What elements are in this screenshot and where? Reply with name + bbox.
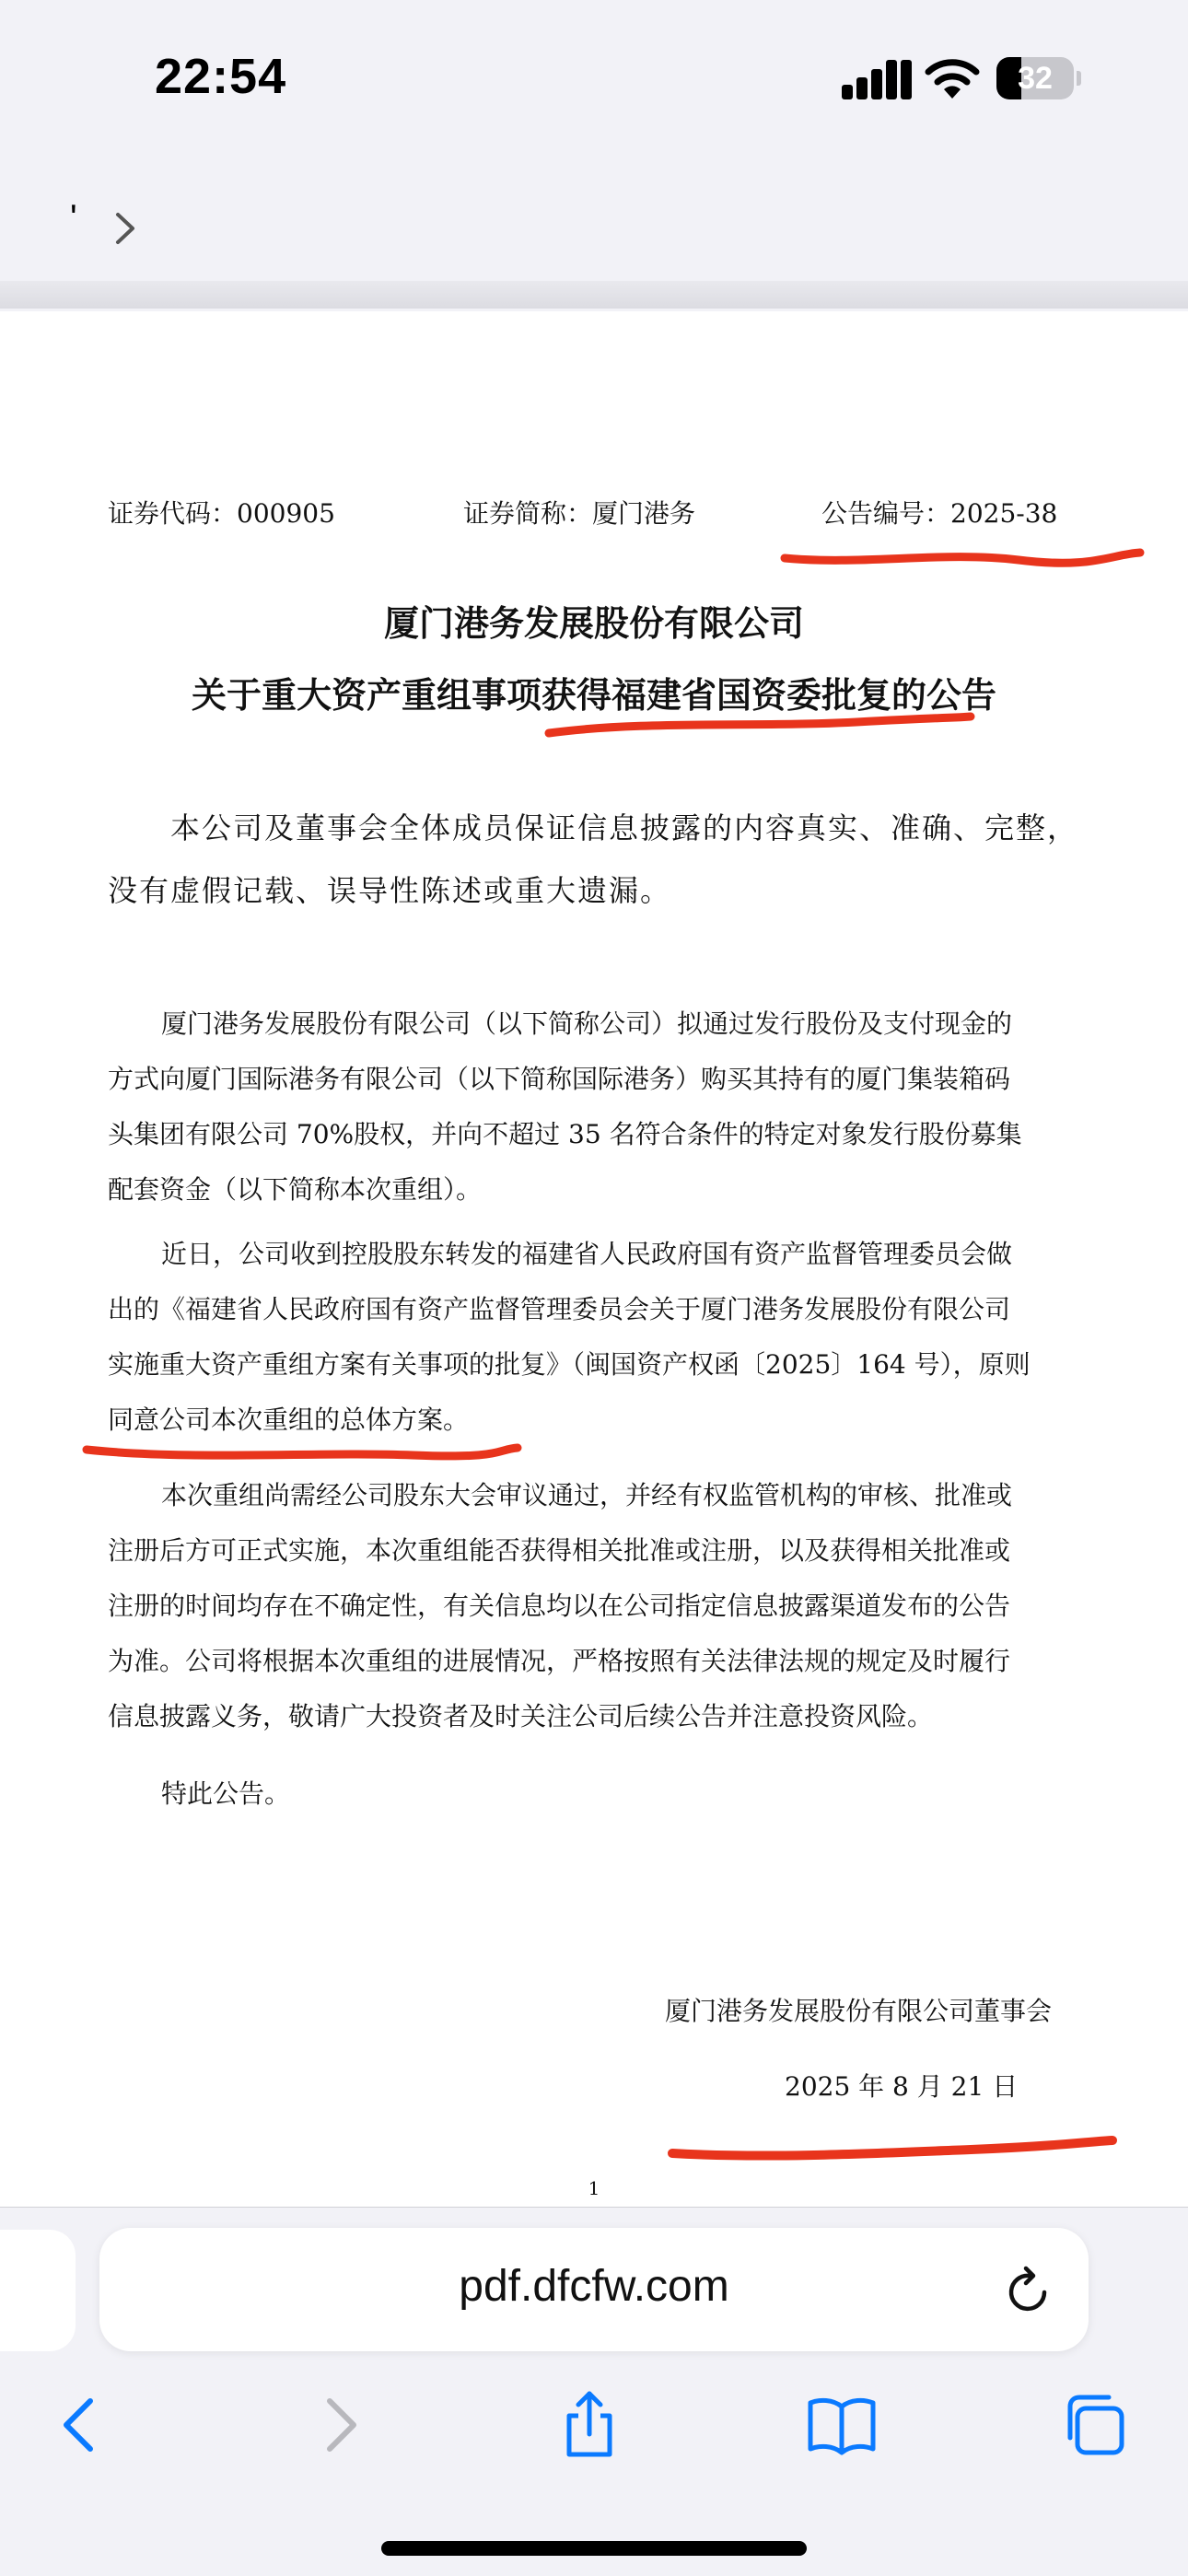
highlight-mark bbox=[81, 1439, 523, 1466]
chevron-right-icon[interactable] bbox=[112, 209, 138, 248]
security-code: 证券代码：000905 bbox=[108, 498, 335, 529]
share-icon[interactable] bbox=[553, 2388, 626, 2462]
highlight-mark bbox=[543, 709, 976, 746]
forward-icon[interactable] bbox=[302, 2388, 376, 2462]
reload-icon[interactable] bbox=[1002, 2265, 1054, 2316]
paragraph-line: 出的《福建省人民政府国有资产监督管理委员会关于厦门港务发展股份有限公司 bbox=[108, 1294, 1011, 1324]
notice-number: 公告编号：2025-38 bbox=[821, 498, 1058, 529]
page-number: 1 bbox=[588, 2177, 600, 2199]
back-icon[interactable] bbox=[44, 2388, 118, 2462]
paragraph-line: 同意公司本次重组的总体方案。 bbox=[108, 1405, 470, 1435]
paragraph-line: 厦门港务发展股份有限公司（以下简称公司）拟通过发行股份及支付现金的 bbox=[161, 1008, 1013, 1039]
pdf-nav-mark: ' bbox=[70, 198, 77, 239]
paragraph-line: 近日，公司收到控股股东转发的福建省人民政府国有资产监督管理委员会做 bbox=[161, 1239, 1013, 1269]
status-bar bbox=[0, 0, 1188, 161]
address-text: pdf.dfcfw.com bbox=[459, 2262, 729, 2311]
highlight-mark bbox=[779, 543, 1147, 571]
tabs-icon[interactable] bbox=[1057, 2388, 1131, 2462]
statement-line: 没有虚假记载、误导性陈述或重大遗漏。 bbox=[108, 873, 672, 908]
closing-line: 特此公告。 bbox=[161, 1778, 291, 1809]
status-time: 22:54 bbox=[155, 49, 287, 104]
browser-toolbar bbox=[0, 2207, 1188, 2576]
pdf-viewer-nav bbox=[0, 161, 1188, 290]
battery-icon bbox=[996, 57, 1081, 99]
bookmarks-icon[interactable] bbox=[805, 2388, 879, 2462]
cellular-signal-icon bbox=[842, 57, 914, 101]
paragraph-line: 方式向厦门国际港务有限公司（以下简称国际港务）购买其持有的厦门集装箱码 bbox=[108, 1064, 1011, 1094]
pdf-page bbox=[0, 311, 1188, 2207]
document-title-company: 厦门港务发展股份有限公司 bbox=[383, 602, 804, 644]
paragraph-line: 本次重组尚需经公司股东大会审议通过，并经有权监管机构的审核、批准或 bbox=[161, 1480, 1013, 1510]
home-indicator bbox=[381, 2541, 807, 2556]
battery-level: 32 bbox=[1018, 61, 1053, 96]
document-title-subject: 关于重大资产重组事项获得福建省国资委批复的公告 bbox=[191, 674, 996, 716]
highlight-mark bbox=[667, 2133, 1118, 2170]
paragraph-line: 信息披露义务，敬请广大投资者及时关注公司后续公告并注意投资风险。 bbox=[108, 1701, 934, 1731]
security-short-name: 证券简称：厦门港务 bbox=[463, 498, 696, 529]
paragraph-line: 头集团有限公司 70%股权，并向不超过 35 名符合条件的特定对象发行股份募集 bbox=[108, 1119, 1022, 1149]
statement-line: 本公司及董事会全体成员保证信息披露的内容真实、准确、完整， bbox=[170, 810, 1079, 845]
paragraph-line: 为准。公司将根据本次重组的进展情况，严格按照有关法律法规的规定及时履行 bbox=[108, 1646, 1011, 1676]
page-shadow bbox=[0, 281, 1188, 309]
paragraph-line: 配套资金（以下简称本次重组）。 bbox=[108, 1174, 483, 1205]
previous-tab-peek[interactable] bbox=[0, 2230, 76, 2351]
signature: 厦门港务发展股份有限公司董事会 bbox=[665, 1996, 1053, 2026]
wifi-icon bbox=[925, 55, 980, 101]
paragraph-line: 注册后方可正式实施，本次重组能否获得相关批准或注册，以及获得相关批准或 bbox=[108, 1535, 1011, 1566]
paragraph-line: 实施重大资产重组方案有关事项的批复》（闽国资产权函〔2025〕164 号），原则 bbox=[108, 1349, 1031, 1380]
address-bar[interactable] bbox=[99, 2228, 1089, 2351]
signature-date: 2025 年 8 月 21 日 bbox=[785, 2071, 1019, 2102]
paragraph-line: 注册的时间均存在不确定性，有关信息均以在公司指定信息披露渠道发布的公告 bbox=[108, 1591, 1011, 1621]
